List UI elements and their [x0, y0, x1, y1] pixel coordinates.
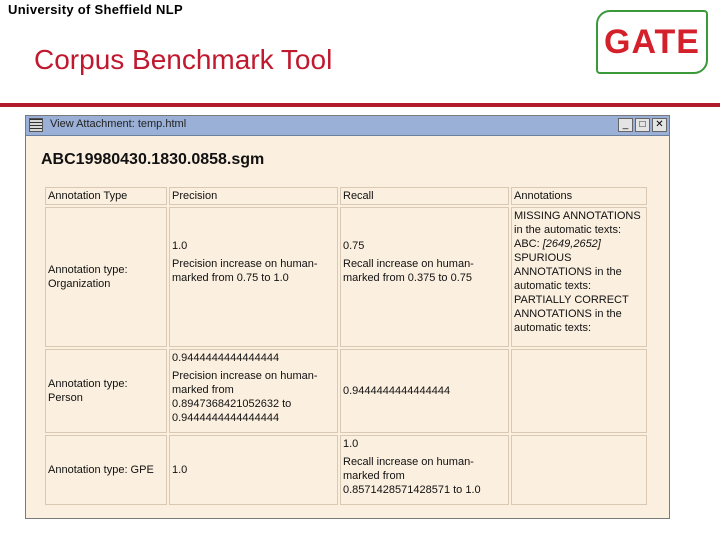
row-gpe-type: Annotation type: GPE: [45, 435, 167, 505]
window-menu-icon[interactable]: [29, 118, 43, 132]
org-precision-value: 1.0: [172, 240, 188, 252]
table-row: [45, 435, 647, 505]
row-org-recall: [340, 207, 509, 347]
row-person-recall: 0.9444444444444444: [340, 349, 509, 433]
row-org-type: Annotation type: Organization: [45, 207, 167, 347]
header-recall: Recall: [340, 187, 509, 205]
window-title: View Attachment: temp.html: [50, 118, 187, 130]
table-row: [45, 349, 647, 433]
row-person-precision: [169, 349, 338, 433]
header-annotation-type: Annotation Type: [45, 187, 167, 205]
slide-title: Corpus Benchmark Tool: [34, 44, 333, 75]
gate-logo: [596, 10, 708, 74]
missing-annotations-abc: ABC:: [514, 238, 540, 250]
table-header-row: [45, 187, 647, 205]
row-gpe-annotations: [511, 435, 647, 505]
document-filename: [41, 151, 264, 169]
gate-logo-text: GATE: [604, 22, 700, 61]
organization-label: University of Sheffield NLP: [8, 2, 183, 17]
spurious-annotations-label: SPURIOUS ANNOTATIONS in the automatic texts:: [514, 252, 622, 292]
row-person-type: Annotation type: Person: [45, 349, 167, 433]
benchmark-table: [43, 185, 649, 507]
title-divider: [0, 103, 720, 107]
row-gpe-precision: 1.0: [169, 435, 338, 505]
missing-annotations-label: MISSING ANNOTATIONS in the automatic texts:: [514, 210, 641, 236]
table-row: [45, 207, 647, 347]
attachment-window: [25, 115, 670, 519]
window-titlebar[interactable]: [26, 116, 669, 136]
row-org-annotations: [511, 207, 647, 347]
missing-annotations-span: [2649,2652]: [542, 238, 601, 250]
row-gpe-recall: [340, 435, 509, 505]
maximize-button[interactable]: □: [635, 118, 650, 132]
gpe-recall-note: Recall increase on human-marked from 0.8571428571428571 to 1.0: [343, 456, 481, 496]
person-precision-note: Precision increase on human-marked from 0.8947368421052632 to 0.9444444444444444: [172, 370, 318, 424]
org-recall-note: Recall increase on human-marked from 0.375 to 0.75: [343, 258, 474, 284]
close-button[interactable]: ✕: [652, 118, 667, 132]
minimize-button[interactable]: _: [618, 118, 633, 132]
row-person-annotations: [511, 349, 647, 433]
gpe-recall-value: 1.0: [343, 438, 359, 450]
header-precision: Precision: [169, 187, 338, 205]
org-precision-note: Precision increase on human-marked from 0.75 to 1.0: [172, 258, 318, 284]
row-org-precision: [169, 207, 338, 347]
org-recall-value: 0.75: [343, 240, 365, 252]
partial-annotations-label: PARTIALLY CORRECT ANNOTATIONS in the automatic texts:: [514, 294, 629, 334]
document-filename-text: ABC19980430.1830.0858.sgm: [41, 151, 265, 168]
person-precision-value: 0.9444444444444444: [172, 352, 280, 364]
header-annotations: Annotations: [511, 187, 647, 205]
